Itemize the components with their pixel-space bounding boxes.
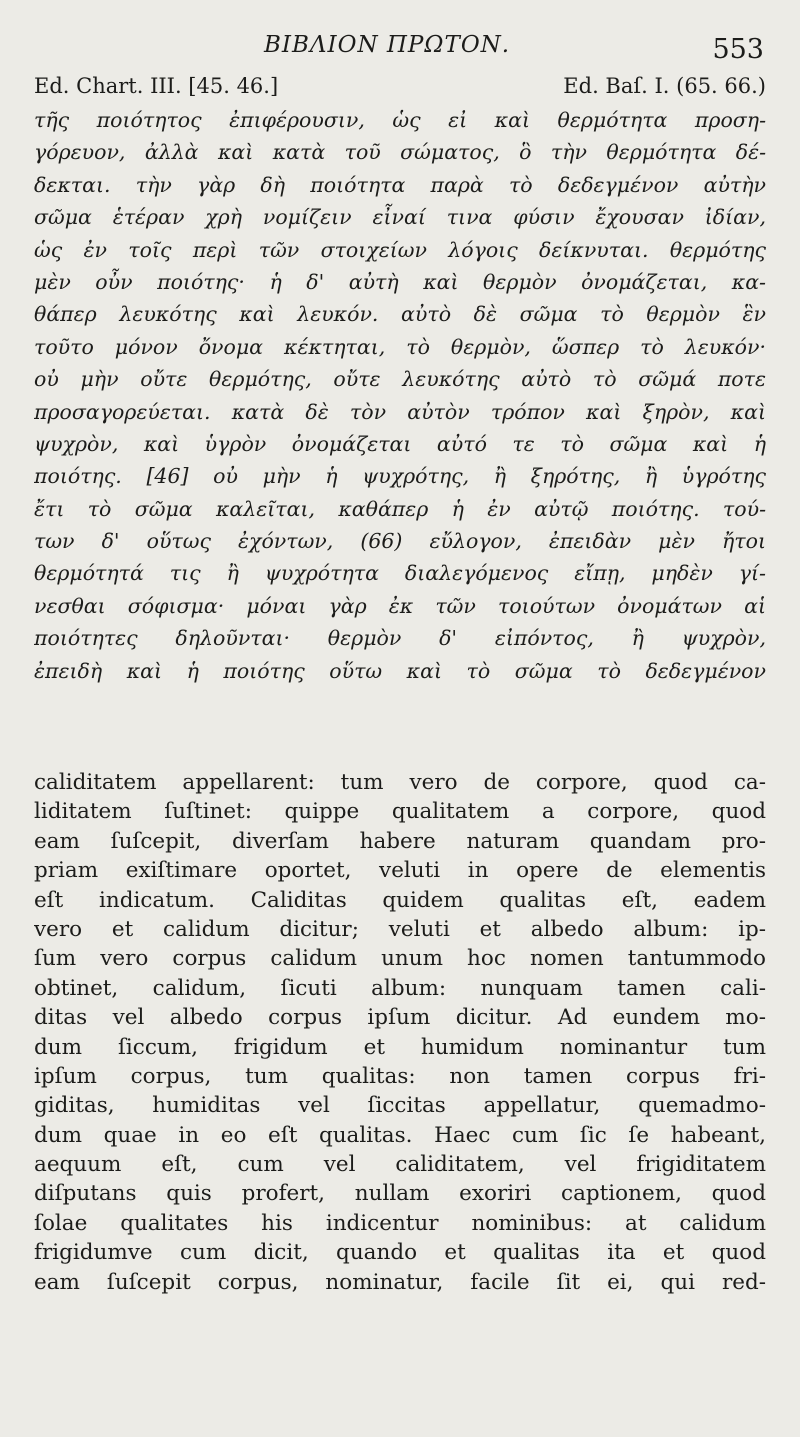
greek-text-line: θάπερ λευκότης καὶ λευκόν. αὐτὸ δὲ σῶμα τὸ θερμὸν ἓν [34, 302, 766, 327]
latin-text-line: frigidumve cum dicit, quando et qualitas ita et quod [34, 1240, 766, 1266]
latin-text-line: obtinet, calidum, ſicuti album: nunquam tamen cali- [34, 975, 766, 1001]
edition-reference-left: Ed. Chart. III. [45. 46.] [34, 74, 279, 98]
greek-text-line: σῶμα ἑτέραν χρὴ νομίζειν εἶναί τινα φύσιν ἔχουσαν ἰδίαν, [34, 205, 766, 230]
latin-text-line: diſputans quis profert, nullam exoriri captionem, quod [34, 1181, 766, 1207]
latin-text-line: ſum vero corpus calidum unum hoc nomen tantummodo [34, 946, 766, 972]
greek-text-block [34, 104, 766, 687]
greek-text-line: τοῦτο μόνον ὄνομα κέκτηται, τὸ θερμὸν, ὥσπερ τὸ λευκόν· [34, 334, 766, 359]
latin-text-line: giditas, humiditas vel ſiccitas appellatur, quemadmo- [34, 1093, 766, 1119]
greek-text-line: ποιότης. [46] οὐ μὴν ἡ ψυχρότης, ἢ ξηρότης, ἢ ὑγρότης [34, 464, 766, 489]
book-title: ΒΙΒΛΙΟΝ ΠΡΩΤΟΝ. [264, 32, 511, 58]
greek-text-line: θερμότητά τις ἢ ψυχρότητα διαλεγόμενος εἴπῃ, μηδὲν γί- [34, 561, 766, 586]
greek-text-line: ψυχρὸν, καὶ ὑγρὸν ὀνομάζεται αὐτό τε τὸ σῶμα καὶ ἡ [34, 431, 766, 456]
latin-text-line: ſolae qualitates his indicentur nominibus: at calidum [34, 1210, 766, 1236]
edition-references [34, 74, 766, 98]
latin-text-line: eam ſuſcepit, diverſam habere naturam quandam pro- [34, 828, 766, 854]
greek-text-line: τῆς ποιότητος ἐπιφέρουσιν, ὡς εἰ καὶ θερμότητα προση- [34, 108, 766, 132]
greek-text-line: οὐ μὴν οὔτε θερμότης, οὔτε λευκότης αὐτὸ τὸ σῶμά ποτε [34, 367, 766, 392]
latin-text-line: aequum eſt, cum vel caliditatem, vel frigiditatem [34, 1152, 766, 1178]
page-number: 553 [712, 34, 764, 65]
greek-text-line: προσαγορεύεται. κατὰ δὲ τὸν αὐτὸν τρόπον καὶ ξηρὸν, καὶ [34, 399, 766, 424]
latin-text-line: liditatem ſuſtinet: quippe qualitatem a corpore, quod [34, 799, 766, 825]
latin-translation-block [34, 768, 766, 1297]
greek-text-line: δεκται. τὴν γὰρ δὴ ποιότητα παρὰ τὸ δεδεγμένον αὐτὴν [34, 172, 766, 197]
greek-text-line: ἔτι τὸ σῶμα καλεῖται, καθάπερ ἡ ἐν αὐτῷ ποιότης. τού- [34, 496, 766, 521]
greek-text-line: μὲν οὖν ποιότης· ἡ δ' αὐτὴ καὶ θερμὸν ὀνομάζεται, κα- [34, 269, 766, 294]
latin-text-line: caliditatem appellarent: tum vero de corpore, quod ca- [34, 770, 766, 795]
latin-text-line: dum ſiccum, frigidum et humidum nominantur tum [34, 1034, 766, 1060]
greek-text-line: ἐπειδὴ καὶ ἡ ποιότης οὕτω καὶ τὸ σῶμα τὸ δεδεγμένον [34, 658, 766, 683]
running-head [0, 28, 800, 68]
greek-text-line: ποιότητες δηλοῦνται· θερμὸν δ' εἰπόντος, ἢ ψυχρὸν, [34, 626, 766, 651]
latin-text-line: eſt indicatum. Caliditas quidem qualitas eſt, eadem [34, 887, 766, 913]
greek-text-line: γόρευον, ἀλλὰ καὶ κατὰ τοῦ σώματος, ὃ τὴν θερμότητα δέ- [34, 140, 766, 165]
latin-text-line: ipſum corpus, tum qualitas: non tamen corpus fri- [34, 1063, 766, 1089]
greek-text-line: των δ' οὕτως ἐχόντων, (66) εὔλογον, ἐπειδὰν μὲν ἤτοι [34, 529, 766, 554]
greek-text-line: νεσθαι σόφισμα· μόναι γὰρ ἐκ τῶν τοιούτων ὀνομάτων αἱ [34, 593, 766, 618]
latin-text-line: eam ſuſcepit corpus, nominatur, facile ſit ei, qui red- [34, 1269, 766, 1295]
latin-text-line: ditas vel albedo corpus ipſum dicitur. Ad eundem mo- [34, 1005, 766, 1031]
edition-reference-right: Ed. Baſ. I. (65. 66.) [563, 74, 766, 98]
latin-text-line: vero et calidum dicitur; veluti et albedo album: ip- [34, 916, 766, 942]
greek-text-line: ὡς ἐν τοῖς περὶ τῶν στοιχείων λόγοις δείκνυται. θερμότης [34, 237, 766, 262]
latin-text-line: dum quae in eo eſt qualitas. Haec cum ſic ſe habeant, [34, 1122, 766, 1148]
latin-text-line: priam exiſtimare oportet, veluti in opere de elementis [34, 858, 766, 884]
